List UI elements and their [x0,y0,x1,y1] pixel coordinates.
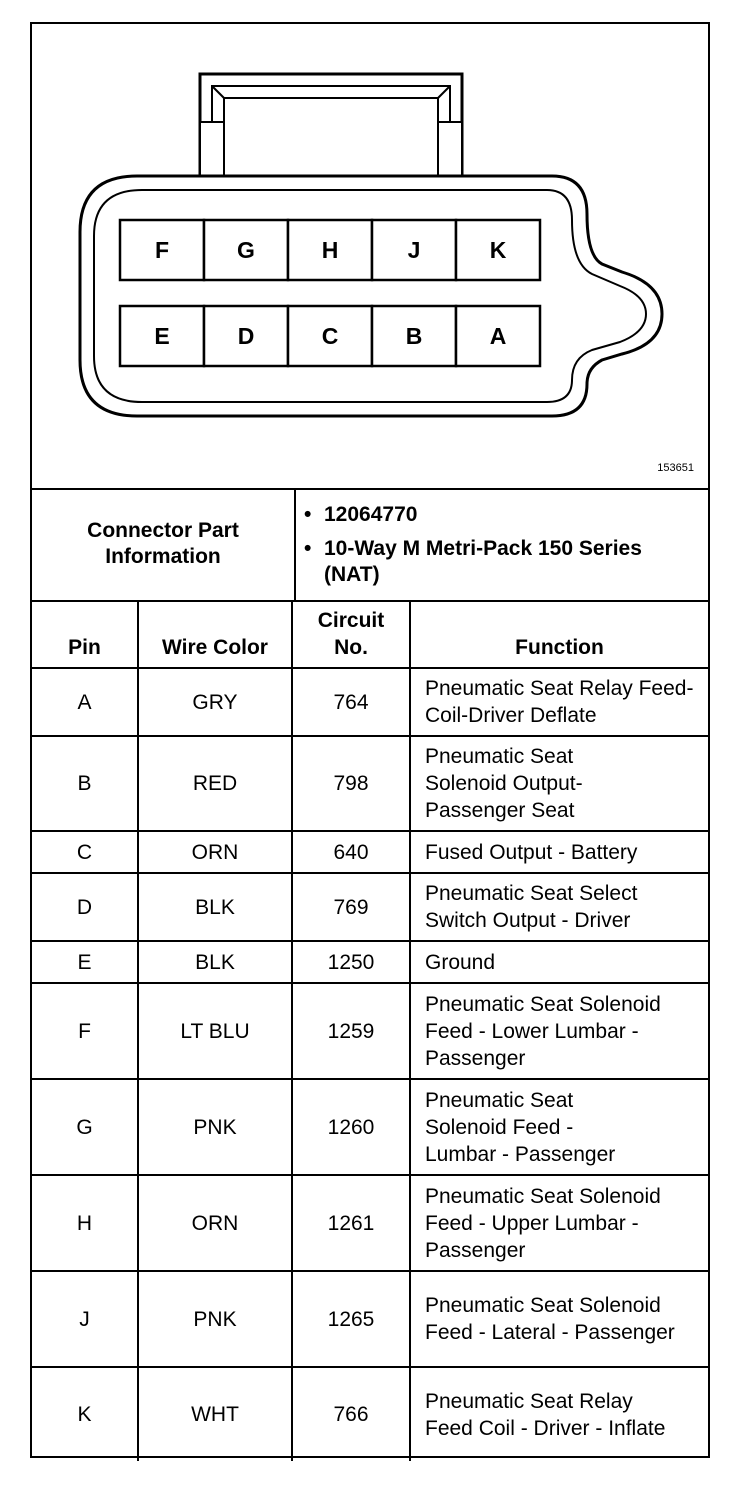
cell-wire-color: PNK [138,1079,292,1175]
pin-label-j: J [407,237,421,263]
cell-function: Pneumatic Seat Solenoid Feed - Lateral - Passenger [410,1271,708,1367]
cell-function: Pneumatic Seat Relay Feed Coil - Driver - Inflate [410,1367,708,1461]
cell-pin: J [32,1271,138,1367]
header-function: Function [410,600,708,668]
connector-housing-outer [80,176,662,416]
cell-wire-color: ORN [138,831,292,873]
cell-circuit: 1260 [292,1079,410,1175]
cell-circuit: 640 [292,831,410,873]
table-row [32,1175,708,1271]
cell-function: Pneumatic Seat Solenoid Feed - Upper Lumbar - Passenger [410,1175,708,1271]
cell-pin: H [32,1175,138,1271]
cell-pin: F [32,983,138,1079]
connector-type [296,536,696,588]
table-row [32,1271,708,1367]
cell-wire-color: BLK [138,941,292,983]
cell-function: Pneumatic Seat Select Switch Output - Driver [410,873,708,941]
cell-pin: G [32,1079,138,1175]
table-row [32,668,708,736]
cell-pin: K [32,1367,138,1461]
table-row [32,1079,708,1175]
pin-label-f: F [154,237,170,263]
figure-id: 153651 [657,462,694,474]
pin-label-h: H [321,237,339,263]
connector-sheet [30,22,710,1458]
table-header-row [32,600,708,668]
header-circuit-no: Circuit No. [292,600,410,668]
cell-circuit: 798 [292,736,410,831]
part-number [296,502,696,528]
pin-label-e: E [154,323,170,349]
bullet-icon: • [304,537,312,560]
connector-part-info [32,488,708,602]
cell-circuit: 1265 [292,1271,410,1367]
cell-pin: B [32,736,138,831]
cell-wire-color: BLK [138,873,292,941]
cell-pin: C [32,831,138,873]
cell-function: Pneumatic Seat Solenoid Feed - Lower Lumbar - Passenger [410,983,708,1079]
table-row [32,831,708,873]
info-label-cell [32,488,296,600]
bottom-pin-row [120,306,540,366]
cell-pin: D [32,873,138,941]
cell-circuit: 1261 [292,1175,410,1271]
header-wire-color: Wire Color [138,600,292,668]
cell-wire-color: PNK [138,1271,292,1367]
cell-wire-color: WHT [138,1367,292,1461]
info-label: Connector Part Information [87,519,239,568]
cell-pin: E [32,941,138,983]
pin-label-g: G [237,237,255,263]
cell-pin: A [32,668,138,736]
connector-face-view [32,24,708,490]
connector-type-text: 10-Way M Metri-Pack 150 Series (NAT) [324,537,642,586]
pin-label-b: B [405,323,423,349]
pin-label-k: K [489,237,507,263]
part-number-text: 12064770 [324,503,418,526]
pin-label-c: C [321,323,339,349]
cell-wire-color: LT BLU [138,983,292,1079]
header-pin: Pin [32,600,138,668]
table-row [32,736,708,831]
pin-label-a: A [489,323,507,349]
cell-circuit: 766 [292,1367,410,1461]
cell-function: Pneumatic Seat Solenoid Output-Passenger Seat [410,736,708,831]
top-pin-row [120,220,540,280]
table-row [32,873,708,941]
cell-circuit: 764 [292,668,410,736]
cell-circuit: 769 [292,873,410,941]
pin-label-d: D [237,323,255,349]
cell-function: Pneumatic Seat Solenoid Feed - Lumbar - Passenger [410,1079,708,1175]
info-values [296,502,696,596]
bullet-icon: • [304,503,312,526]
cell-function: Pneumatic Seat Relay Feed-Coil-Driver Deflate [410,668,708,736]
cell-function: Fused Output - Battery [410,831,708,873]
cell-wire-color: GRY [138,668,292,736]
cell-wire-color: ORN [138,1175,292,1271]
table-row [32,941,708,983]
cell-function: Ground [410,941,708,983]
connector-drawing [32,24,708,488]
cell-circuit: 1259 [292,983,410,1079]
cell-circuit: 1250 [292,941,410,983]
table-row [32,1367,708,1461]
pin-assignment-table [32,600,708,1461]
cell-wire-color: RED [138,736,292,831]
table-row [32,983,708,1079]
connector-latch [200,74,462,176]
